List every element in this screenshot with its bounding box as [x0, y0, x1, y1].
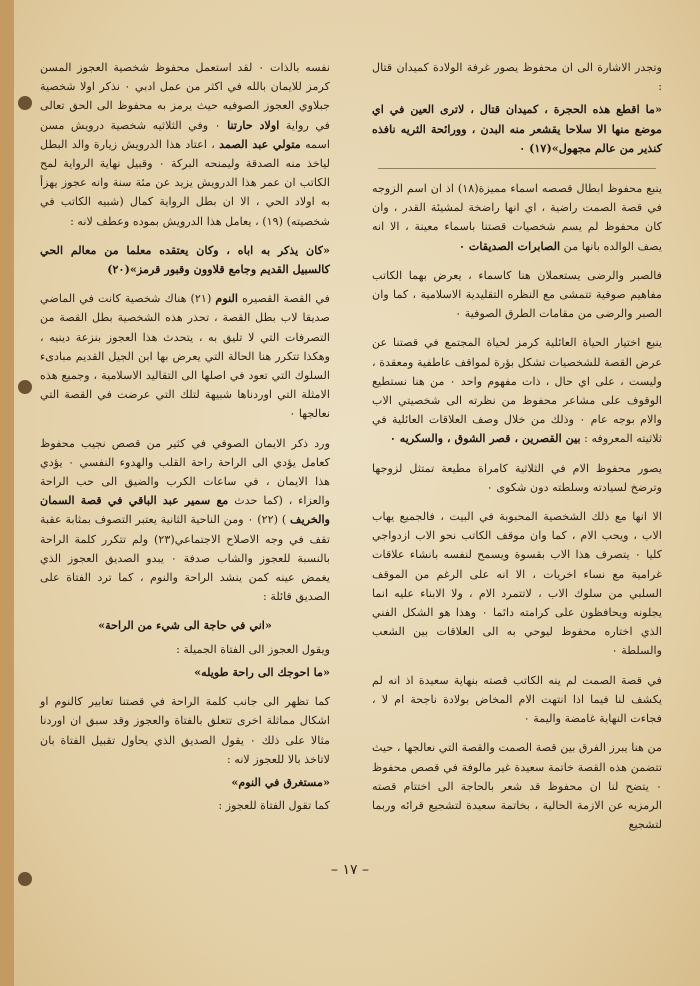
- paragraph: كما تظهر الى جانب كلمة الراحة في قصتنا تعابير كالنوم او اشكال مماثلة اخرى تتعلق بالفتاة والعجوز وقد سبق ان اوردنا مثالا على ذلك ٠ يقول الصديق الذي يحاول تقبيل الفتاة بان لاتاخذ بالا للعجوز لانه :: [40, 695, 330, 766]
- paragraph: ويقول العجوز الى الفتاة الجميلة :: [176, 642, 330, 656]
- paragraph: وتجدر الاشارة الى ان محفوظ يصور غرفة الولادة كميدان قتال :: [372, 61, 662, 94]
- page-number: – ١٧ –: [331, 862, 369, 878]
- quote: «ما اقطع هذه الحجرة ، كميدان قتال ، لاترى العين في اي موضع منها الا سلاحا يقشعر منه البدن ، وورائحة الثريه نافذه كنذير من عالم مجهول»(١٧) ٠: [372, 102, 662, 155]
- paragraph: فالصبر والرضى يستعملان هنا كاسماء ، يعرض بهما الكاتب مفاهيم صوفية تتمشى مع النظره التقليدية الاسلامية ، كما وان الصبر والرضى من مقامات الطرق الصوفية ٠: [372, 268, 662, 321]
- divider: [378, 168, 656, 169]
- quote: «كان يذكر به اباه ، وكان يعتقده معلما من معالم الحي كالسبيل القديم وجامع قلاوون وقبور قرمز»(٢٠): [40, 242, 330, 277]
- paragraph: ورد ذكر الايمان الصوفي في كثير من قصص نجيب محفوظ كعامل يؤدي الى الراحة راحة القلب والهدوء النفسي ٠ يؤدي هذا الايمان ، في ساعات الكرب والضيق الى حب الراحة والعزاء ، (كما حدث مع سمير عبد الباقي في قصة السمان والخريف ) (٢٢) ٠ ومن الناحية الثانية يعتبر التصوف بمثابة عقبة تقف في وجه الاصلاح الاجتماعي(٢٣) ولم تتكرر كلمة الراحة بالنسبة للعجوز والشاب صدفة ٠ يبدو الصديق العجوز الذي يغمض عينه كمن ينشد الراحة والنوم ، كما ترد الفتاة على الصديق قائلة :: [40, 436, 331, 604]
- paragraph: ينبع اختيار الحياة العائلية كرمز لحياة المجتمع في قصتنا عن عرض القصة للشخصيات تشكل بؤرة لمواقف عاطفية ومعقدة ، وليست ، على اي حال ، ذات مفهوم واحد ٠ من هنا نستطيع الوقوف على مشاعر محفوظ من نظرته الى شخصيتي الاب والام بوجه عام ٠ وذلك من خلال وصف العلاقات العائلية في ثلاثيته المعروفه : بين القصرين ، قصر الشوق ، والسكريه ٠: [372, 336, 662, 446]
- left-column: [40, 58, 330, 825]
- paragraph: كما تقول الفتاة للعجوز :: [218, 799, 330, 813]
- paragraph: يصور محفوظ الام في الثلاثية كامراة مطيعة تمتثل لزوجها وترضخ لسيادته وسلطته دون شكوى ٠: [372, 461, 662, 494]
- quote: «اني في حاجة الى شيء من الراحة»: [98, 618, 272, 633]
- paragraph: من هنا يبرز الفرق بين قصة الصمت والقصة التي نعالجها ، حيث تتضمن هذه القصة خاتمة سعيدة غير مالوفة في قصص محفوظ ٠ يتضح لنا ان محفوظ قد شعر بالحاجة الى اختتام قصته الرمزيه عن الازمة الحالية ، بخاتمة سعيدة لتشجيع قرائه وربما لتشجيع: [372, 741, 662, 832]
- binding-edge: [0, 0, 14, 986]
- binding-hole: [18, 872, 32, 886]
- paragraph: في القصة القصيره النوم (٢١) هناك شخصية كانت في الماضي صديقا لاب بطل القصة ، تحذر هذه الشخصية بطل القصة من التصرفات التي لا تليق به ، يتحدث هذا العجوز بنزعة دينيه ، وهكذا تتكرر هنا الحالة التي يعرض بها ابن الجيل القديم مبادىء السلوك التي تعود في اصلها الى التقاليد الاسلامية ، وجميع هذه الامثلة التي اوردناها شبيهة لتلك التي عرضت في القصة التي نعالجها ٠: [40, 291, 331, 421]
- right-column: [372, 58, 662, 844]
- paragraph: الا انها مع ذلك الشخصية المحبوبة في البيت ، فالجميع يهاب الاب ، ويحب الام ، كما وان موقف الكاتب نحو الاب ازدواجي كليا ٠ يتصرف هذا الاب بقسوة ويسمح لنفسه بانشاء علاقات غرامية مع نساء اخريات ، الا انه على الرغم من الموقف السلبي من سلوك الاب ، لاتتمرد الام ، ولا الابناء عليه انما يجلونه ويحافظون على كرامته دائما ٠ وهذا هو الشكل الفني الذي اختاره محفوظ ليوحي به الى العلاقات بين الشعب والسلطة ٠: [372, 510, 662, 658]
- paragraph: نفسه بالذات ٠ لقد استعمل محفوظ شخصية العجوز المسن كرمز للايمان بالله في اكثر من عمل ادبي ٠ نذكر اولا شخصية جبلاوي العجوز الصوفيه حيث يرمز به محفوظ الى الحق تعالى في رواية اولاد حارتنا ٠ وفي الثلاثيه شخصية درويش مسن اسمه متولي عبد الصمد ، اعتاد هذا الدرويش زيارة والد البطل لياخذ منه الصدقة وليمنحه البركة ٠ وقبيل نهاية الرواية لمح الكاتب ان عمر هذا الدرويش يزيد عن مئة سنة وانه عجوز يهزأ به اولاد الحي ، الا ان بطل الرواية كمال (شبيه الكاتب في شخصيته) (١٩) ، يعامل هذا الدرويش بموده وعطف لانه :: [40, 61, 331, 228]
- quote: «ما احوجك الى راحة طويله»: [194, 664, 330, 679]
- quote: «مستغرق في النوم»: [231, 774, 330, 789]
- paragraph: ينبع محفوظ ابطال قصصه اسماء مميزة(١٨) اذ ان اسم الزوجه في قصة الصمت راضية ، اي انها راضخة لمشيئة القدر ، وان كان محفوظ لم يسم شخصيات قصتنا باسماء معينة ، الا انه يصف الوالده بانها من الصابرات الصديقات ٠: [372, 182, 663, 253]
- binding-hole: [18, 96, 32, 110]
- binding-hole: [18, 380, 32, 394]
- paragraph: في قصة الصمت لم ينه الكاتب قصته بنهاية سعيدة اذ انه لم يكشف لنا فيما اذا انتهت الام المخاض بولادة ناجحة ام لا ، فجاءت النهاية غامضة واليمة ٠: [372, 673, 662, 726]
